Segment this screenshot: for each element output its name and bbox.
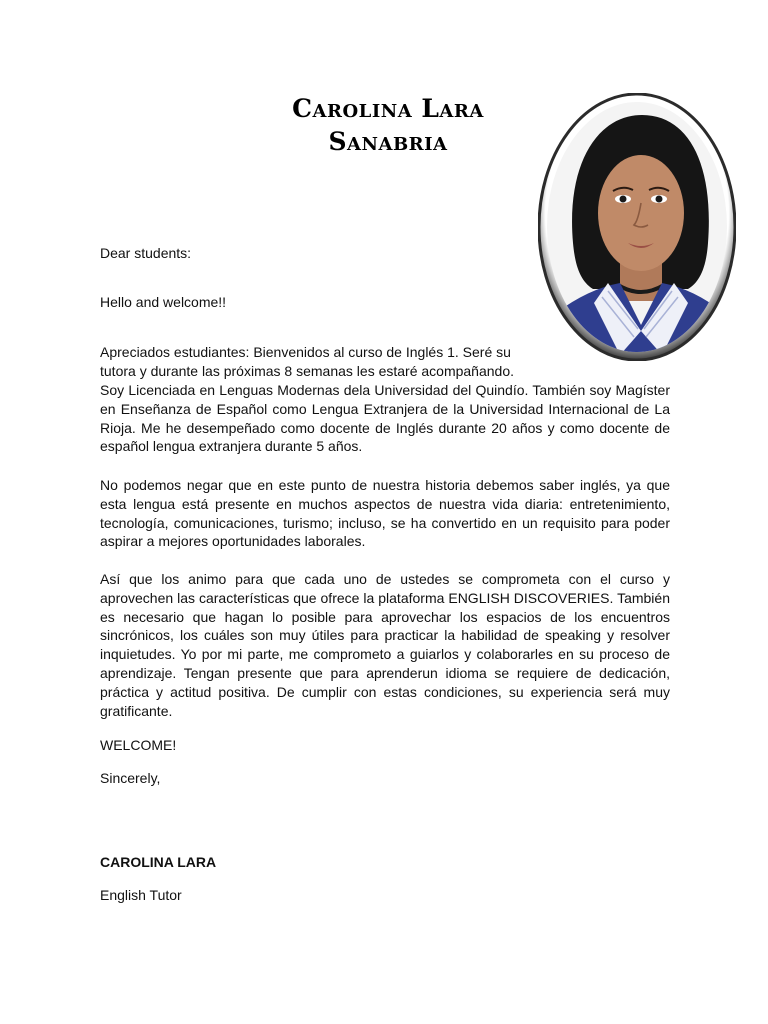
title-line-1: Carolina Lara — [292, 94, 484, 123]
signature-role: English Tutor — [100, 887, 182, 903]
face-shape — [598, 155, 684, 271]
sign-off: Sincerely, — [100, 770, 161, 786]
intro-line-2: tutora y durante las próximas 8 semanas les estaré acompañando. — [100, 363, 515, 379]
intro-line-1: Apreciados estudiantes: Bienvenidos al curso de Inglés 1. Seré su — [100, 344, 511, 360]
paragraph-english-importance: No podemos negar que en este punto de nuestra historia debemos saber inglés, ya que esta lengua está presente en muchos aspectos de nuestra vida diaria: entretenimiento, tecnología, comunicaciones, turismo; incluso, se ha convertido en un requisito para poder aspirar a mejores oportunidades laborales. — [100, 477, 670, 550]
greeting: Dear students: — [100, 245, 192, 261]
page-title — [200, 92, 576, 158]
portrait-photo — [538, 93, 736, 361]
intro-paragraph: Soy Licenciada en Lenguas Modernas dela Universidad del Quindío. También soy Magíster en Enseñanza de Español como Lengua Extranjera de la Universidad Internacional de La Rioja. Me he desempeñado como docente de Inglés durante 20 años y como docente de español lengua extranjera durante 5 años. — [100, 382, 670, 455]
paragraph-commitment: Así que los animo para que cada uno de ustedes se comprometa con el curso y aprovechen las características que ofrece la plataforma ENGLISH DISCOVERIES. También es necesario que hagan lo posible para aprovechar los espacios de los encuentros sincrónicos, los cuáles son muy útiles para practicar la habilidad de speaking y resolver inquietudes. Yo por mi parte, me comprometo a guiarlos y colaborarles en su proceso de aprendizaje. Tengan presente que para aprenderun idioma se requiere de dedicación, práctica y actitud positiva. De cumplir con estas condiciones, su experiencia será muy gratificante. — [100, 571, 670, 719]
closing-welcome: WELCOME! — [100, 737, 177, 753]
title-line-2: Sanabria — [328, 127, 448, 156]
welcome-line: Hello and welcome!! — [100, 294, 227, 310]
signature-name: CAROLINA LARA — [100, 854, 217, 870]
